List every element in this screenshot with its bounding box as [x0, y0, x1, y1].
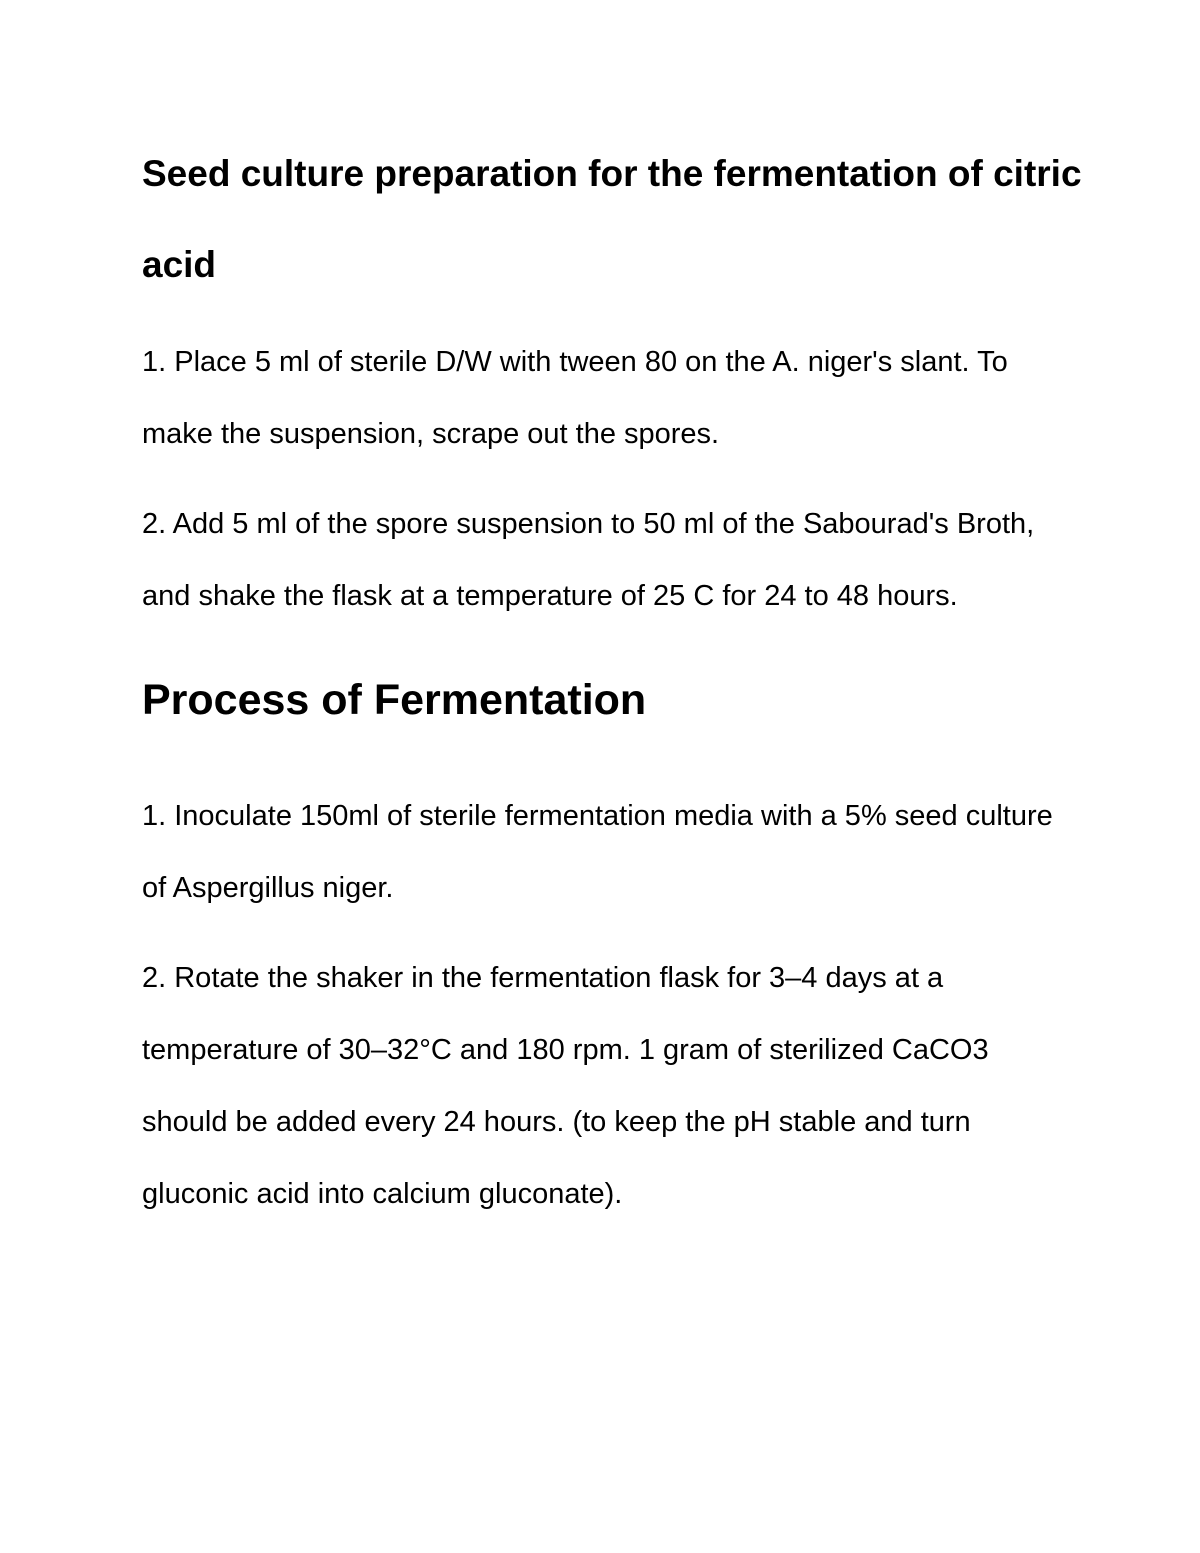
process-steps [142, 780, 1082, 1230]
document-content [142, 128, 1082, 1230]
seed-step-2: 2. Add 5 ml of the spore suspension to 50 ml of the Sabourad's Broth, and shake the flask at a temperature of 25 C for 24 to 48 hours. [142, 508, 1035, 612]
seed-culture-steps [142, 326, 1082, 632]
process-step-1: 1. Inoculate 150ml of sterile fermentation media with a 5% seed culture of Aspergillus niger. [142, 800, 1053, 904]
process-step-2: 2. Rotate the shaker in the fermentation flask for 3–4 days at a temperature of 30–32°C and 180 rpm. 1 gram of sterilized CaCO3 should be added every 24 hours. (to keep the pH stable and turn gluconic acid into calcium gluconate). [142, 962, 989, 1210]
seed-step-1: 1. Place 5 ml of sterile D/W with tween 80 on the A. niger's slant. To make the suspension, scrape out the spores. [142, 346, 1008, 450]
process-heading: Process of Fermentation [142, 676, 647, 724]
seed-culture-heading: Seed culture preparation for the fermentation of citric acid [142, 153, 1082, 285]
